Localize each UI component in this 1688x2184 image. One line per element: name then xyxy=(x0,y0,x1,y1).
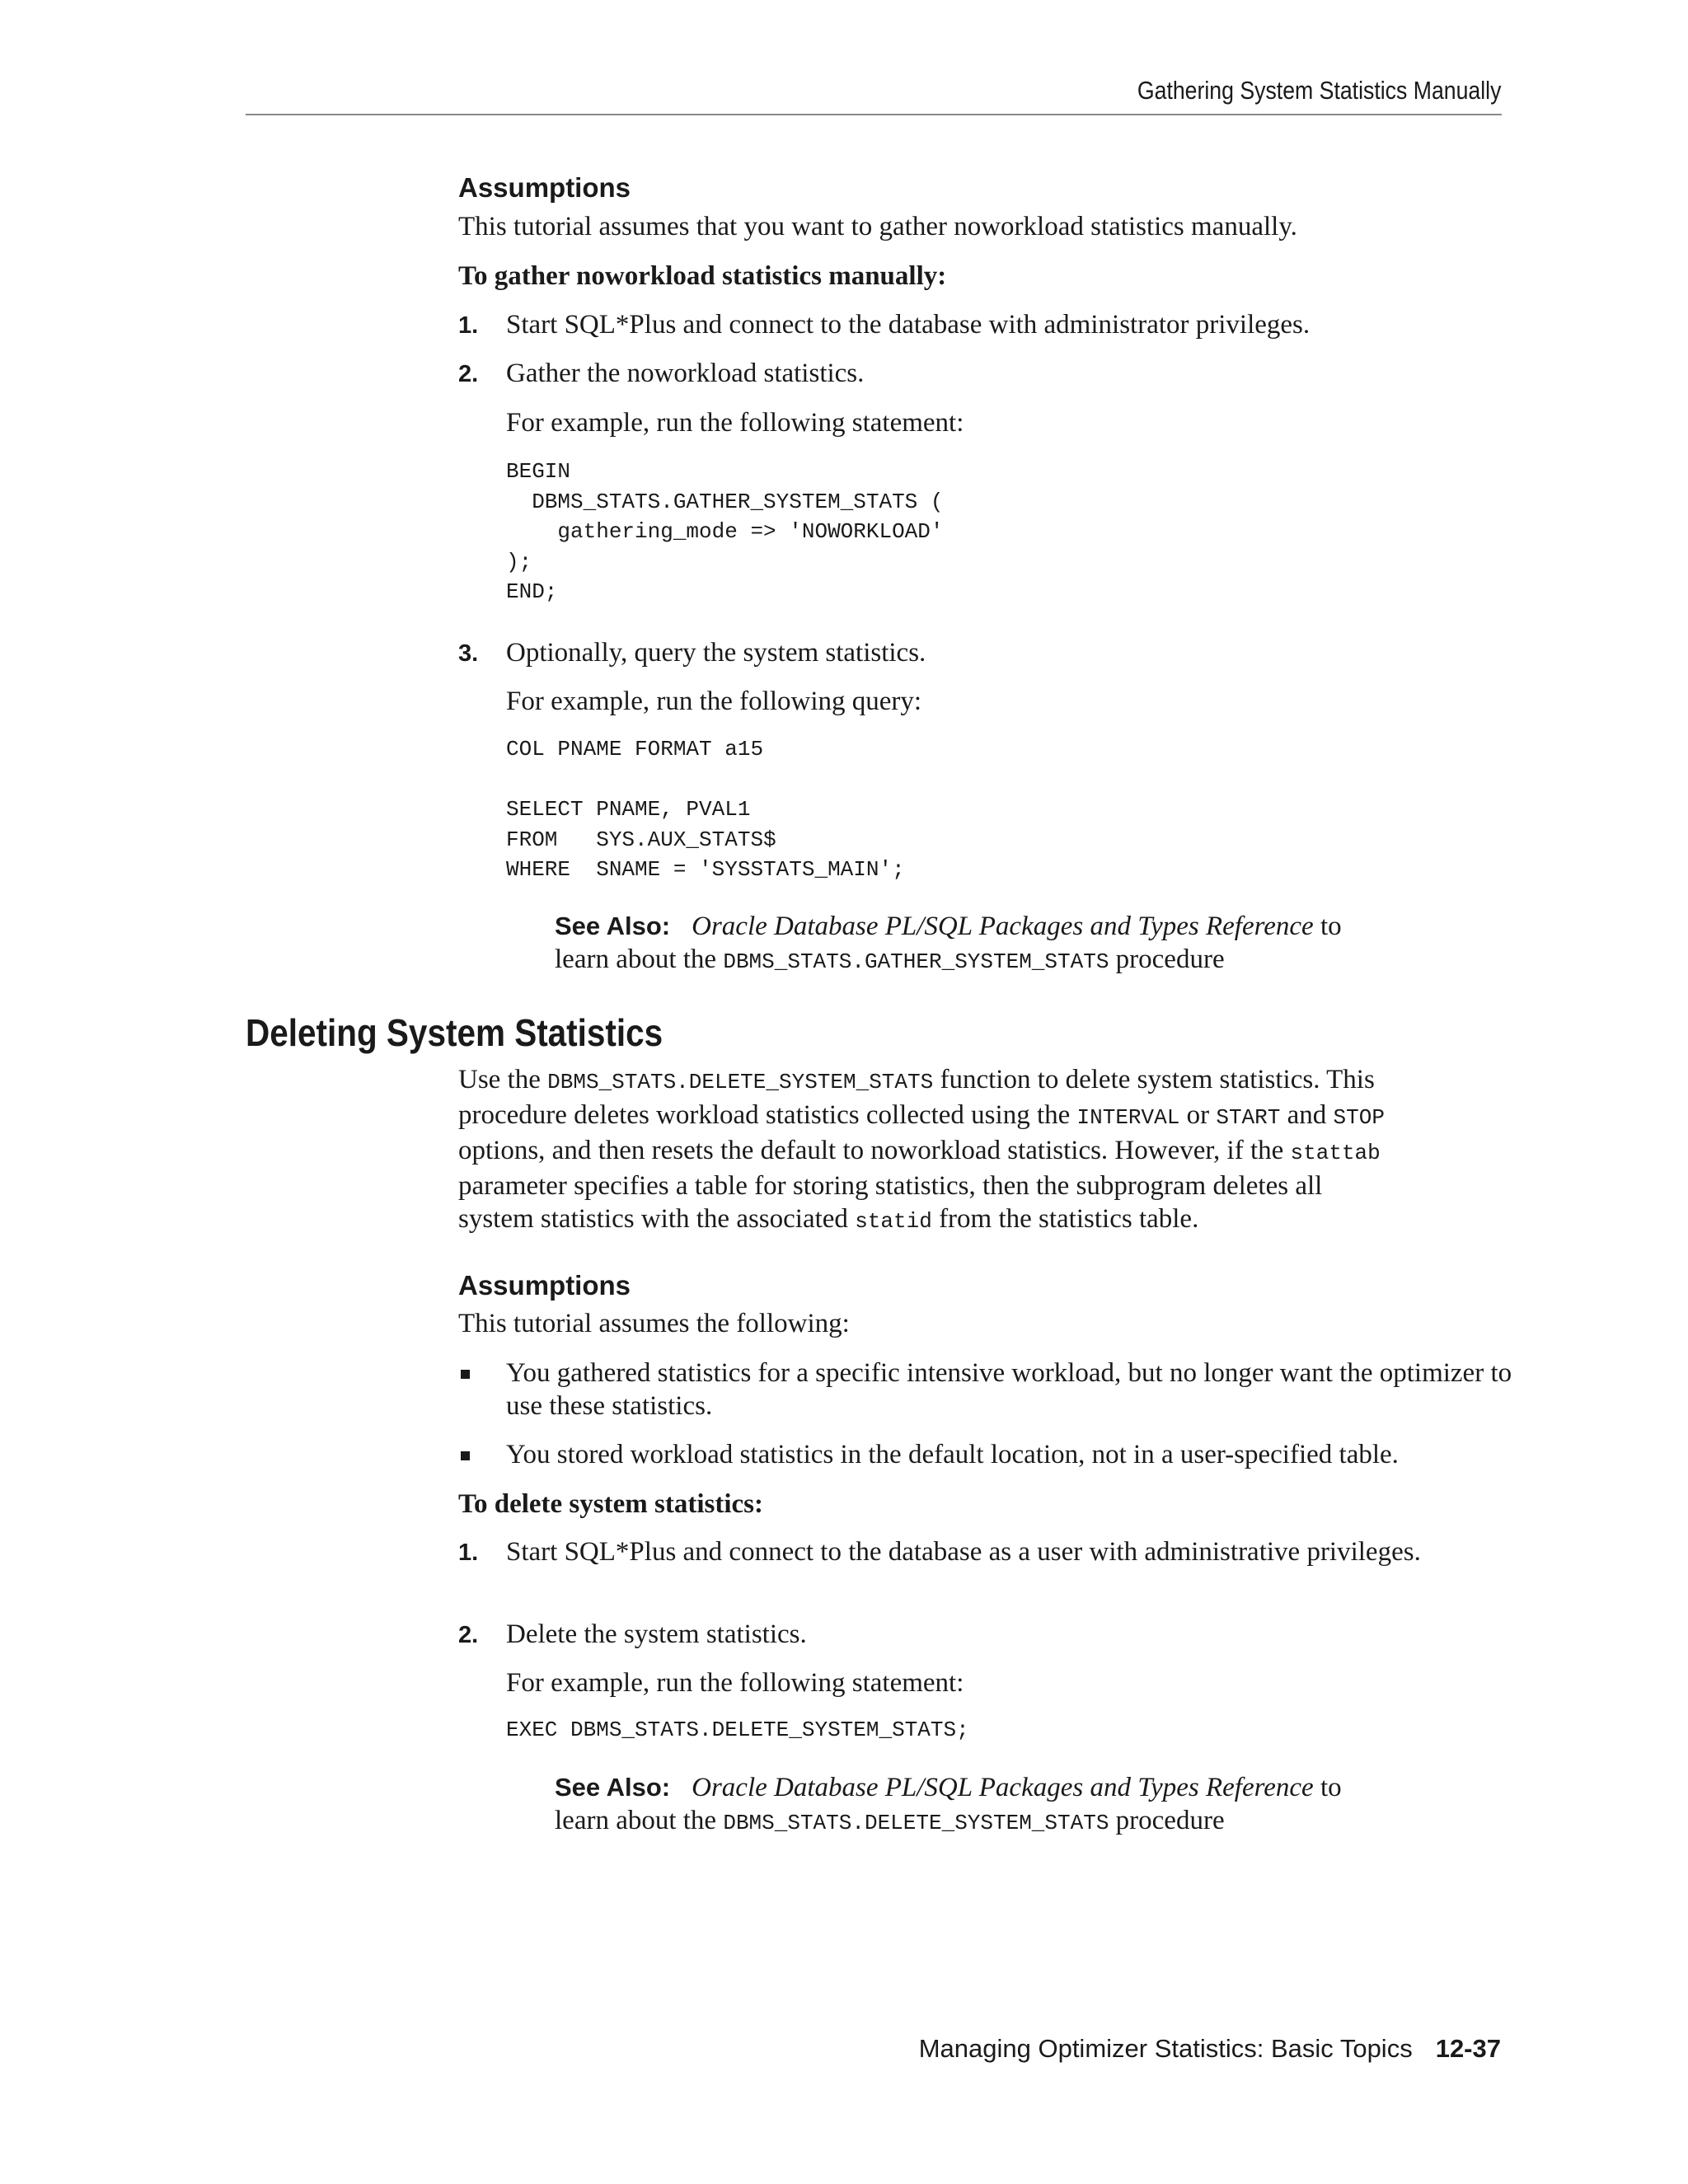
example-text: For example, run the following statement: xyxy=(506,408,964,438)
see-also-text: procedure xyxy=(1109,1806,1225,1835)
step-text: Start SQL*Plus and connect to the database with administrator privileges. xyxy=(506,310,1311,340)
step-text: Gather the noworkload statistics. xyxy=(506,359,865,388)
step-text: Optionally, query the system statistics. xyxy=(506,638,926,668)
code-block: COL PNAME FORMAT a15 SELECT PNAME, PVAL1 FROM SYS.AUX_STATS$ WHERE SNAME = 'SYSSTATS_MAIN'; xyxy=(506,737,905,882)
code-block: EXEC DBMS_STATS.DELETE_SYSTEM_STATS; xyxy=(506,1718,969,1742)
inline-code: INTERVAL xyxy=(1076,1105,1180,1130)
intro-paragraph: Use the DBMS_STATS.DELETE_SYSTEM_STATS function to delete system statistics. This procedure deletes workload statistics collected using the INTERVAL or START and STOP options, and then resets the default to noworkload statistics. However, if the stattab parameter specifies a table for storing statistics, then the subprogram deletes all system statistics with the associated statid from the statistics table. xyxy=(458,1065,1385,1234)
step-number: 1. xyxy=(458,312,479,339)
footer-book-title: Managing Optimizer Statistics: Basic Topics xyxy=(918,2034,1413,2063)
see-also-text: to xyxy=(1313,1773,1342,1802)
assumptions-heading: Assumptions xyxy=(458,1270,631,1301)
see-also-text: procedure xyxy=(1109,944,1225,974)
header-rule xyxy=(246,114,1502,115)
procedure-title: To gather noworkload statistics manually: xyxy=(458,261,947,291)
inline-code: DBMS_STATS.DELETE_SYSTEM_STATS xyxy=(547,1070,934,1094)
see-also-note xyxy=(555,910,1511,978)
see-also-text: learn about the xyxy=(555,1806,724,1835)
list-item: You gathered statistics for a specific intensive workload, but no longer want the optimizer to use these statistics. xyxy=(506,1358,1512,1421)
running-header-title: Gathering System Statistics Manually xyxy=(1137,76,1501,105)
see-also-text: learn about the xyxy=(555,944,724,974)
bullet-square-icon xyxy=(461,1451,470,1460)
bullet-square-icon xyxy=(461,1370,470,1379)
step-text: Delete the system statistics. xyxy=(506,1619,807,1649)
inline-code: statid xyxy=(855,1209,932,1234)
assumptions-text: This tutorial assumes the following: xyxy=(458,1309,850,1338)
step-text: Start SQL*Plus and connect to the database as a user with administrative privileges. xyxy=(506,1537,1421,1567)
see-also-text: to xyxy=(1313,912,1342,941)
page-number: 12-37 xyxy=(1435,2034,1501,2063)
inline-code: stattab xyxy=(1290,1141,1381,1165)
inline-code: START xyxy=(1216,1105,1281,1130)
inline-code: DBMS_STATS.GATHER_SYSTEM_STATS xyxy=(723,949,1109,974)
step-number: 3. xyxy=(458,640,479,667)
reference-title: Oracle Database PL/SQL Packages and Types Reference xyxy=(692,1773,1314,1802)
page-footer xyxy=(919,2034,1501,2064)
list-item: You stored workload statistics in the default location, not in a user-specified table. xyxy=(506,1440,1399,1469)
inline-code: STOP xyxy=(1333,1105,1385,1130)
see-also-label: See Also: xyxy=(555,912,671,940)
reference-title: Oracle Database PL/SQL Packages and Types Reference xyxy=(692,912,1314,941)
see-also-label: See Also: xyxy=(555,1773,671,1802)
assumptions-heading: Assumptions xyxy=(458,172,631,203)
inline-code: DBMS_STATS.DELETE_SYSTEM_STATS xyxy=(723,1811,1109,1835)
example-text: For example, run the following query: xyxy=(506,687,922,716)
assumptions-text: This tutorial assumes that you want to gather noworkload statistics manually. xyxy=(458,212,1297,241)
step-number: 2. xyxy=(458,361,479,387)
step-number: 1. xyxy=(458,1540,479,1566)
step-number: 2. xyxy=(458,1622,479,1648)
section-heading: Deleting System Statistics xyxy=(246,1011,663,1054)
code-block: BEGIN DBMS_STATS.GATHER_SYSTEM_STATS ( gathering_mode => 'NOWORKLOAD' ); END; xyxy=(506,459,944,604)
procedure-title: To delete system statistics: xyxy=(458,1489,763,1519)
see-also-note xyxy=(555,1771,1511,1840)
example-text: For example, run the following statement: xyxy=(506,1668,964,1698)
